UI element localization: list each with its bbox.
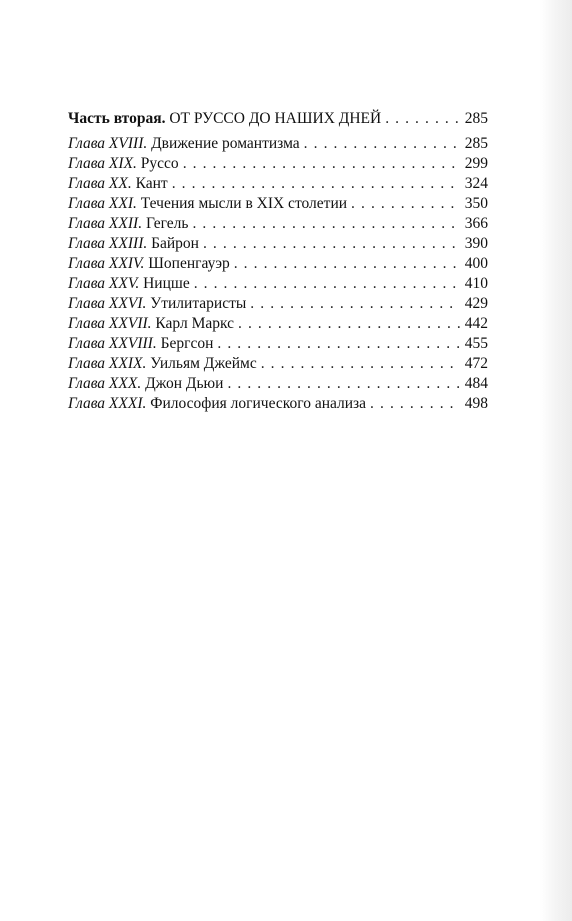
toc-chapter-label xyxy=(68,334,217,354)
chapter-title: Движение романтизма xyxy=(151,135,300,152)
toc-chapter-label xyxy=(68,314,238,334)
dot-leader xyxy=(304,134,460,154)
chapter-number: Глава XXXI. xyxy=(68,395,147,412)
chapter-title: Ницше xyxy=(143,275,190,292)
chapter-number: Глава XXIV. xyxy=(68,255,145,272)
dot-leader xyxy=(261,354,460,374)
chapter-number: Глава XXVI. xyxy=(68,295,147,312)
toc-chapter-entry xyxy=(68,374,488,394)
toc-chapter-label xyxy=(68,374,227,394)
dot-leader xyxy=(351,194,460,214)
chapter-title: Кант xyxy=(135,175,168,192)
part-heading: Часть вторая. xyxy=(68,110,166,127)
page-number: 350 xyxy=(464,195,488,212)
toc-chapter-entry xyxy=(68,174,488,194)
chapter-number: Глава XXVII. xyxy=(68,315,152,332)
chapter-number: Глава XXX. xyxy=(68,375,142,392)
part-title: ОТ РУССО ДО НАШИХ ДНЕЙ xyxy=(169,110,382,127)
toc-chapter-entry xyxy=(68,154,488,174)
page-number: 390 xyxy=(464,235,488,252)
chapter-title: Карл Маркс xyxy=(155,315,235,332)
dot-leader xyxy=(192,214,460,234)
toc-chapter-label xyxy=(68,274,194,294)
page-number: 472 xyxy=(464,355,488,372)
chapter-title: Философия логического анализа xyxy=(150,395,367,412)
page-number: 484 xyxy=(464,375,488,392)
toc-chapter-label xyxy=(68,354,261,374)
dot-leader xyxy=(172,174,460,194)
toc-chapter-entry xyxy=(68,134,488,154)
page-number: 455 xyxy=(464,335,488,352)
toc-chapter-label xyxy=(68,234,203,254)
chapter-number: Глава XVIII. xyxy=(68,135,148,152)
page-number: 285 xyxy=(464,135,488,152)
page-number: 324 xyxy=(464,175,488,192)
dot-leader xyxy=(250,294,460,314)
dot-leader xyxy=(227,374,460,394)
toc-chapter-label xyxy=(68,174,172,194)
toc-chapter-label xyxy=(68,394,370,414)
toc-chapter-entry xyxy=(68,314,488,334)
chapter-number: Глава XXIII. xyxy=(68,235,148,252)
chapter-number: Глава XXI. xyxy=(68,195,137,212)
chapter-number: Глава XXIX. xyxy=(68,355,147,372)
page-number: 429 xyxy=(464,295,488,312)
chapter-number: Глава XIX. xyxy=(68,155,137,172)
dot-leader xyxy=(194,274,460,294)
dot-leader xyxy=(238,314,460,334)
toc-chapter-label xyxy=(68,294,250,314)
chapter-title: Гегель xyxy=(145,215,189,232)
chapter-number: Глава XXII. xyxy=(68,215,143,232)
chapter-number: Глава XXVIII. xyxy=(68,335,157,352)
toc-part-entry xyxy=(68,108,488,130)
dot-leader xyxy=(217,334,460,354)
chapter-number: Глава XXV. xyxy=(68,275,140,292)
toc-chapter-label xyxy=(68,154,183,174)
dot-leader xyxy=(385,108,460,130)
toc-part-label xyxy=(68,108,385,130)
toc-chapter-entry xyxy=(68,254,488,274)
toc-chapter-entry xyxy=(68,294,488,314)
toc-chapter-entry xyxy=(68,194,488,214)
toc-chapter-entry xyxy=(68,214,488,234)
toc-chapter-label xyxy=(68,134,304,154)
page-number: 299 xyxy=(464,155,488,172)
toc-chapter-label xyxy=(68,254,234,274)
chapter-number: Глава XX. xyxy=(68,175,132,192)
toc-chapter-label xyxy=(68,214,192,234)
toc-chapter-entry xyxy=(68,394,488,414)
chapter-title: Джон Дьюи xyxy=(145,375,224,392)
page-number: 442 xyxy=(464,315,488,332)
chapter-title: Утилитаристы xyxy=(150,295,247,312)
page-number: 410 xyxy=(464,275,488,292)
toc-chapter-entry xyxy=(68,334,488,354)
toc-chapter-entry xyxy=(68,354,488,374)
dot-leader xyxy=(370,394,460,414)
toc-chapter-entry xyxy=(68,274,488,294)
chapter-title: Руссо xyxy=(140,155,179,172)
dot-leader xyxy=(203,234,460,254)
chapter-title: Шопенгауэр xyxy=(148,255,230,272)
chapter-title: Байрон xyxy=(151,235,199,252)
page-number: 400 xyxy=(464,255,488,272)
chapter-title: Бергсон xyxy=(160,335,214,352)
chapter-title: Уильям Джеймс xyxy=(150,355,257,372)
table-of-contents xyxy=(68,108,488,414)
page-number: 366 xyxy=(464,215,488,232)
page-number: 498 xyxy=(464,395,488,412)
chapter-title: Течения мысли в XIX столетии xyxy=(140,195,348,212)
dot-leader xyxy=(234,254,460,274)
chapter-list xyxy=(68,134,488,414)
page-number: 285 xyxy=(464,110,488,127)
toc-chapter-label xyxy=(68,194,351,214)
toc-chapter-entry xyxy=(68,234,488,254)
dot-leader xyxy=(183,154,460,174)
